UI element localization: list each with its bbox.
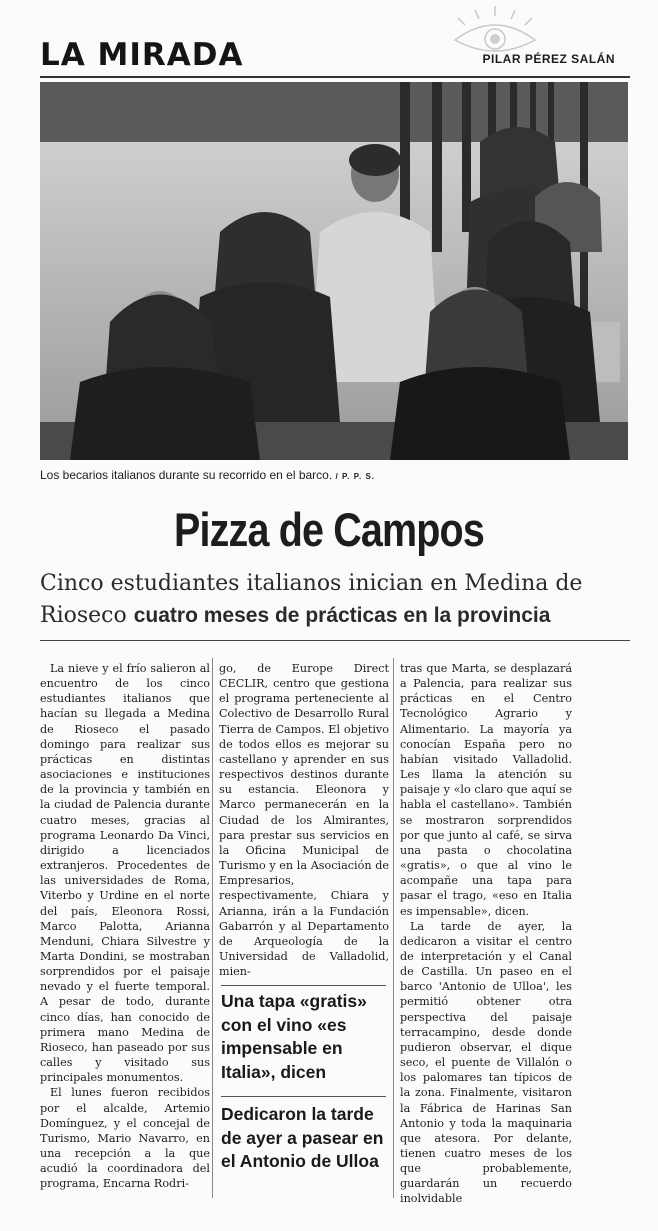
- column-divider: [212, 658, 213, 1198]
- paragraph: tras que Marta, se desplazará a Palencia, para realizar sus prácticas en el Centro Tecnológico Agrario y Alimentario. La mayoría ya conocían España pero no habían visitado Valladolid. Les llama la atención su paisaje y «lo claro que aquí se habla el castellano». También se mostraron sorprendidos por que junto al café, se sirva una pasta o chocolatina «gratis», o que al vino le acompañe una tapa para pasar el trago, «eso en Italia es impensable», dicen.: [400, 662, 572, 918]
- subhead-lead: Cinco estudiantes italianos inician en Medina de Rioseco: [40, 571, 583, 628]
- article-subhead: [40, 568, 630, 632]
- article-column-2: [219, 661, 389, 979]
- column-divider: [393, 658, 394, 1198]
- header-rule: [40, 76, 630, 78]
- paragraph: go, de Europe Direct CECLIR, centro que gestiona el programa perteneciente al Colectivo de Desarrollo Rural Tierra de Campos. El objetivo de todos ellos es mejorar su castellano y aprender en sus respectivos destinos durante su estancia. Eleonora y Marco permanecerán en la Ciudad de los Almirantes, para prestar sus servicios en la Oficina Municipal de Turismo y en la Asociación de Empresarios, respectivamente, Chiara y Arianna, irán a la Fundación Gabarrón y al Departamento de Arqueología de la Universidad de Valladolid, mien-: [219, 662, 389, 979]
- caption-text: Los becarios italianos durante su recorrido en el barco.: [40, 468, 333, 482]
- paragraph: La tarde de ayer, la dedicaron a visitar el centro de interpretación y el Canal de Castilla. Un paseo en el barco 'Antonio de Ulloa', les permitió obtener otra perspectiva del paisaje terracampino, desde donde pudieron observar, el dique seco, el puente de Villalón o los palomares tan típicos de la zona. Finalmente, visitaron la Fábrica de Harinas San Antonio y toda la maquinaria que atesora. Por delante, tienen cuatro meses de los que probablemente, guardarán un recuerdo inolvidable: [400, 919, 572, 1206]
- pull-quote-2: Dedicaron la tarde de ayer a pasear en el Antonio de Ulloa: [221, 1104, 384, 1171]
- photo-illustration: [40, 82, 628, 460]
- paragraph: La nieve y el frío salieron al encuentro de los cinco estudiantes italianos que hacían su llegada a Medina de Rioseco el pasado domingo para realizar sus prácticas en distintas asociaciones e instituciones de la provincia y también en la ciudad de Palencia durante cuatro meses, gracias al programa Leonardo Da Vinci, dirigido a licenciados extranjeros. Procedentes de las universidades de Roma, Viterbo y Urdine en el norte del país, Eleonora Rossi, Marco Palotta, Arianna Menduni, Chiara Silvestre y Marta Dondini, se mostraban sorprendidos por el paisaje nevado y el fuerte temporal. A pesar de todo, durante cinco días, han conocido de primera mano Medina de Rioseco, han paseado por sus calles y visitado sus principales monumentos.: [40, 662, 210, 1085]
- subhead-rest: cuatro meses de prácticas en la provincia: [133, 604, 551, 627]
- eye-logo-icon: [430, 2, 560, 62]
- author-byline: PILAR PÉREZ SALÁN: [482, 52, 615, 66]
- pull-quote-rule: [221, 1096, 386, 1097]
- photo-caption: [40, 468, 628, 482]
- article-column-1: [40, 661, 210, 1191]
- paragraph: El lunes fueron recibidos por el alcalde, Artemio Domínguez, y el concejal de Turismo, Mario Navarro, en una recepción a la que acudió la coordinadora del programa, Encarna Rodri-: [40, 1086, 210, 1191]
- pull-quote-rule: [221, 985, 386, 986]
- article-headline: Pizza de Campos: [174, 503, 484, 556]
- article-photo: [40, 82, 628, 460]
- article-column-3: [400, 661, 572, 1207]
- section-title: LA MIRADA: [40, 37, 244, 73]
- pull-quote-1: Una tapa «gratis» con el vino «es impensable en Italia», dicen: [221, 991, 367, 1082]
- subhead-rule: [40, 640, 630, 641]
- photo-credit: / P. P. S.: [335, 472, 376, 481]
